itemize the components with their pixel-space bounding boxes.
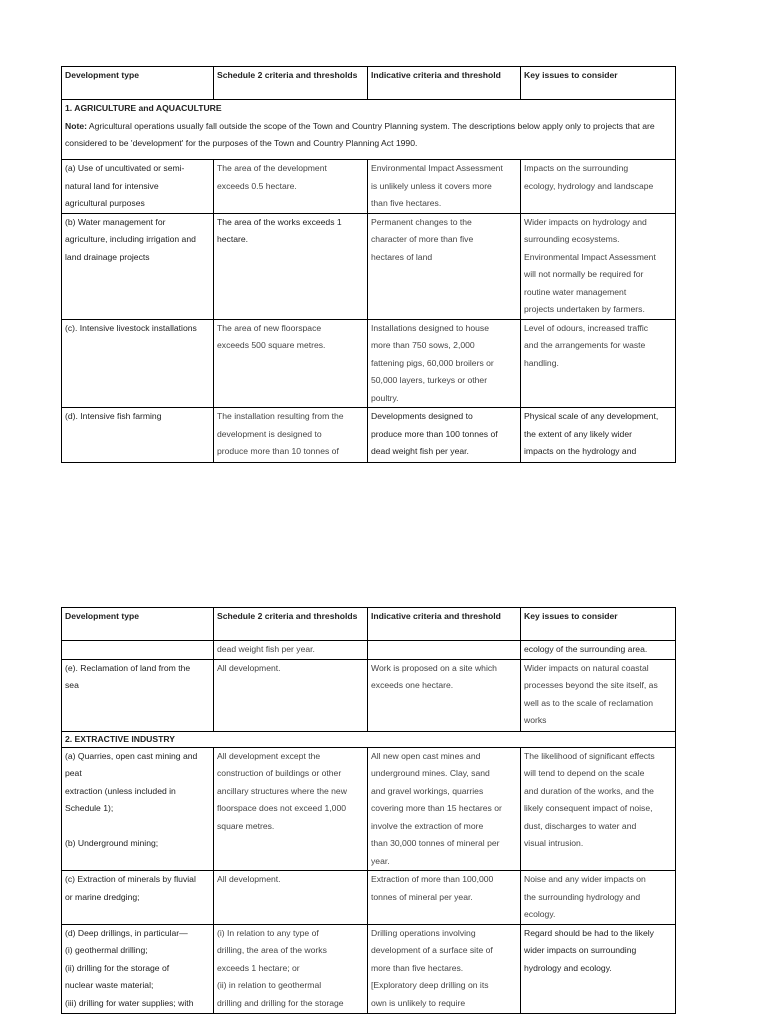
- table-header-row: [62, 67, 676, 100]
- header-schedule-2: Schedule 2 criteria and thresholds: [214, 67, 368, 100]
- indicative-cell: All new open cast mines and underground mines. Clay, sand and gravel workings, quarries covering more than 15 hectares or involve the extraction of more than 30,000 tonnes of mineral per year.: [371, 750, 502, 866]
- indicative-cell: Extraction of more than 100,000 tonnes of mineral per year.: [371, 874, 494, 902]
- schedule-cell: The area of the development exceeds 0.5 hectare.: [217, 163, 327, 191]
- table-row: [62, 747, 676, 871]
- development-type-cell: (c) Extraction of minerals by fluvial or marine dredging;: [65, 874, 196, 902]
- header-schedule-2: Schedule 2 criteria and thresholds: [214, 608, 368, 641]
- table-header-row: [62, 608, 676, 641]
- criteria-table-page-1: [61, 66, 676, 463]
- header-development-type: Development type: [62, 608, 214, 641]
- development-type-cell: (a) Quarries, open cast mining and peat extraction (unless included in Schedule 1); (b) Underground mining;: [65, 750, 198, 848]
- indicative-cell: Drilling operations involving development of a surface site of more than five hectares. [Exploratory deep drilling on its own is unlikely to require: [371, 927, 493, 1008]
- development-type-cell: (d) Deep drillings, in particular— (i) geothermal drilling; (ii) drilling for the storage of nuclear waste material; (iii) drilling for water supplies; with: [65, 927, 194, 1008]
- issues-cell: ecology of the surrounding area.: [524, 644, 648, 654]
- schedule-cell: All development.: [217, 874, 281, 884]
- table-row: [62, 319, 676, 408]
- schedule-cell: All development.: [217, 662, 281, 673]
- table-row: [62, 924, 676, 1013]
- issues-cell: Wider impacts on natural coastal processes beyond the site itself, as well as to the scale of reclamation works: [524, 662, 658, 725]
- section-row-extractive: [62, 731, 676, 747]
- table-row: [62, 659, 676, 731]
- schedule-cell: All development except the construction of buildings or other ancillary structures where the new floorspace does not exceed 1,000 square metres.: [217, 750, 347, 831]
- schedule-cell: The area of the works exceeds 1 hectare.: [217, 216, 342, 244]
- note: [65, 121, 655, 149]
- issues-cell: Wider impacts on hydrology and surrounding ecosystems. Environmental Impact Assessment will not normally be required for routine water management projects undertaken by farmers.: [524, 216, 656, 314]
- continuation-row: [62, 641, 676, 660]
- development-type-cell: (a) Use of uncultivated or semi- natural land for intensive agricultural purposes: [65, 163, 185, 208]
- section-title: 2. EXTRACTIVE INDUSTRY: [62, 731, 676, 747]
- issues-cell: The likelihood of significant effects will tend to depend on the scale and duration of the works, and the likely consequent impact of noise, dust, discharges to water and visual intrusion.: [524, 750, 655, 848]
- header-indicative: Indicative criteria and threshold: [368, 608, 521, 641]
- table-row: [62, 213, 676, 319]
- header-indicative: Indicative criteria and threshold: [368, 67, 521, 100]
- development-type-cell: (c). Intensive livestock installations: [65, 322, 197, 333]
- issues-cell: Regard should be had to the likely wider impacts on surrounding hydrology and ecology.: [524, 927, 654, 973]
- table-row: [62, 871, 676, 925]
- table-row: [62, 408, 676, 463]
- development-type-cell: (d). Intensive fish farming: [65, 411, 162, 421]
- issues-cell: Impacts on the surrounding ecology, hydrology and landscape: [524, 163, 654, 191]
- issues-cell: Physical scale of any development, the extent of any likely wider impacts on the hydrology and: [524, 411, 659, 456]
- header-key-issues: Key issues to consider: [521, 608, 676, 641]
- indicative-cell: Installations designed to house more than 750 sows, 2,000 fattening pigs, 60,000 broilers or 50,000 layers, turkeys or other poultry.: [371, 322, 494, 403]
- header-development-type: Development type: [62, 67, 214, 100]
- header-key-issues: Key issues to consider: [521, 67, 676, 100]
- schedule-cell: The area of new floorspace exceeds 500 square metres.: [217, 322, 326, 350]
- indicative-cell: Developments designed to produce more than 100 tonnes of dead weight fish per year.: [371, 411, 498, 456]
- section-row-agriculture: [62, 100, 676, 160]
- schedule-cell: The installation resulting from the development is designed to produce more than 10 tonnes of: [217, 411, 344, 456]
- criteria-table-page-2: [61, 607, 676, 1014]
- note-label: Note:: [65, 120, 87, 131]
- indicative-cell: Work is proposed on a site which exceeds one hectare.: [371, 662, 497, 690]
- note-text: Agricultural operations usually fall outside the scope of the Town and Country Planning system. The descriptions below apply only to projects that are considered to be 'development' for the purposes of the Town and Country Planning Act 1990.: [65, 120, 655, 148]
- table-row: [62, 160, 676, 214]
- schedule-cell: (i) In relation to any type of drilling, the area of the works exceeds 1 hectare; or (ii) in relation to geothermal drilling and drilling for the storage: [217, 927, 344, 1008]
- development-type-cell: (b) Water management for agriculture, including irrigation and land drainage projects: [65, 216, 196, 262]
- development-type-cell: (e). Reclamation of land from the sea: [65, 662, 191, 690]
- schedule-cell: dead weight fish per year.: [217, 644, 315, 654]
- issues-cell: Noise and any wider impacts on the surrounding hydrology and ecology.: [524, 874, 646, 919]
- indicative-cell: Environmental Impact Assessment is unlikely unless it covers more than five hectares.: [371, 163, 503, 208]
- section-title: 1. AGRICULTURE and AQUACULTURE: [65, 103, 222, 113]
- indicative-cell: Permanent changes to the character of more than five hectares of land: [371, 216, 474, 262]
- issues-cell: Level of odours, increased traffic and the arrangements for waste handling.: [524, 322, 649, 368]
